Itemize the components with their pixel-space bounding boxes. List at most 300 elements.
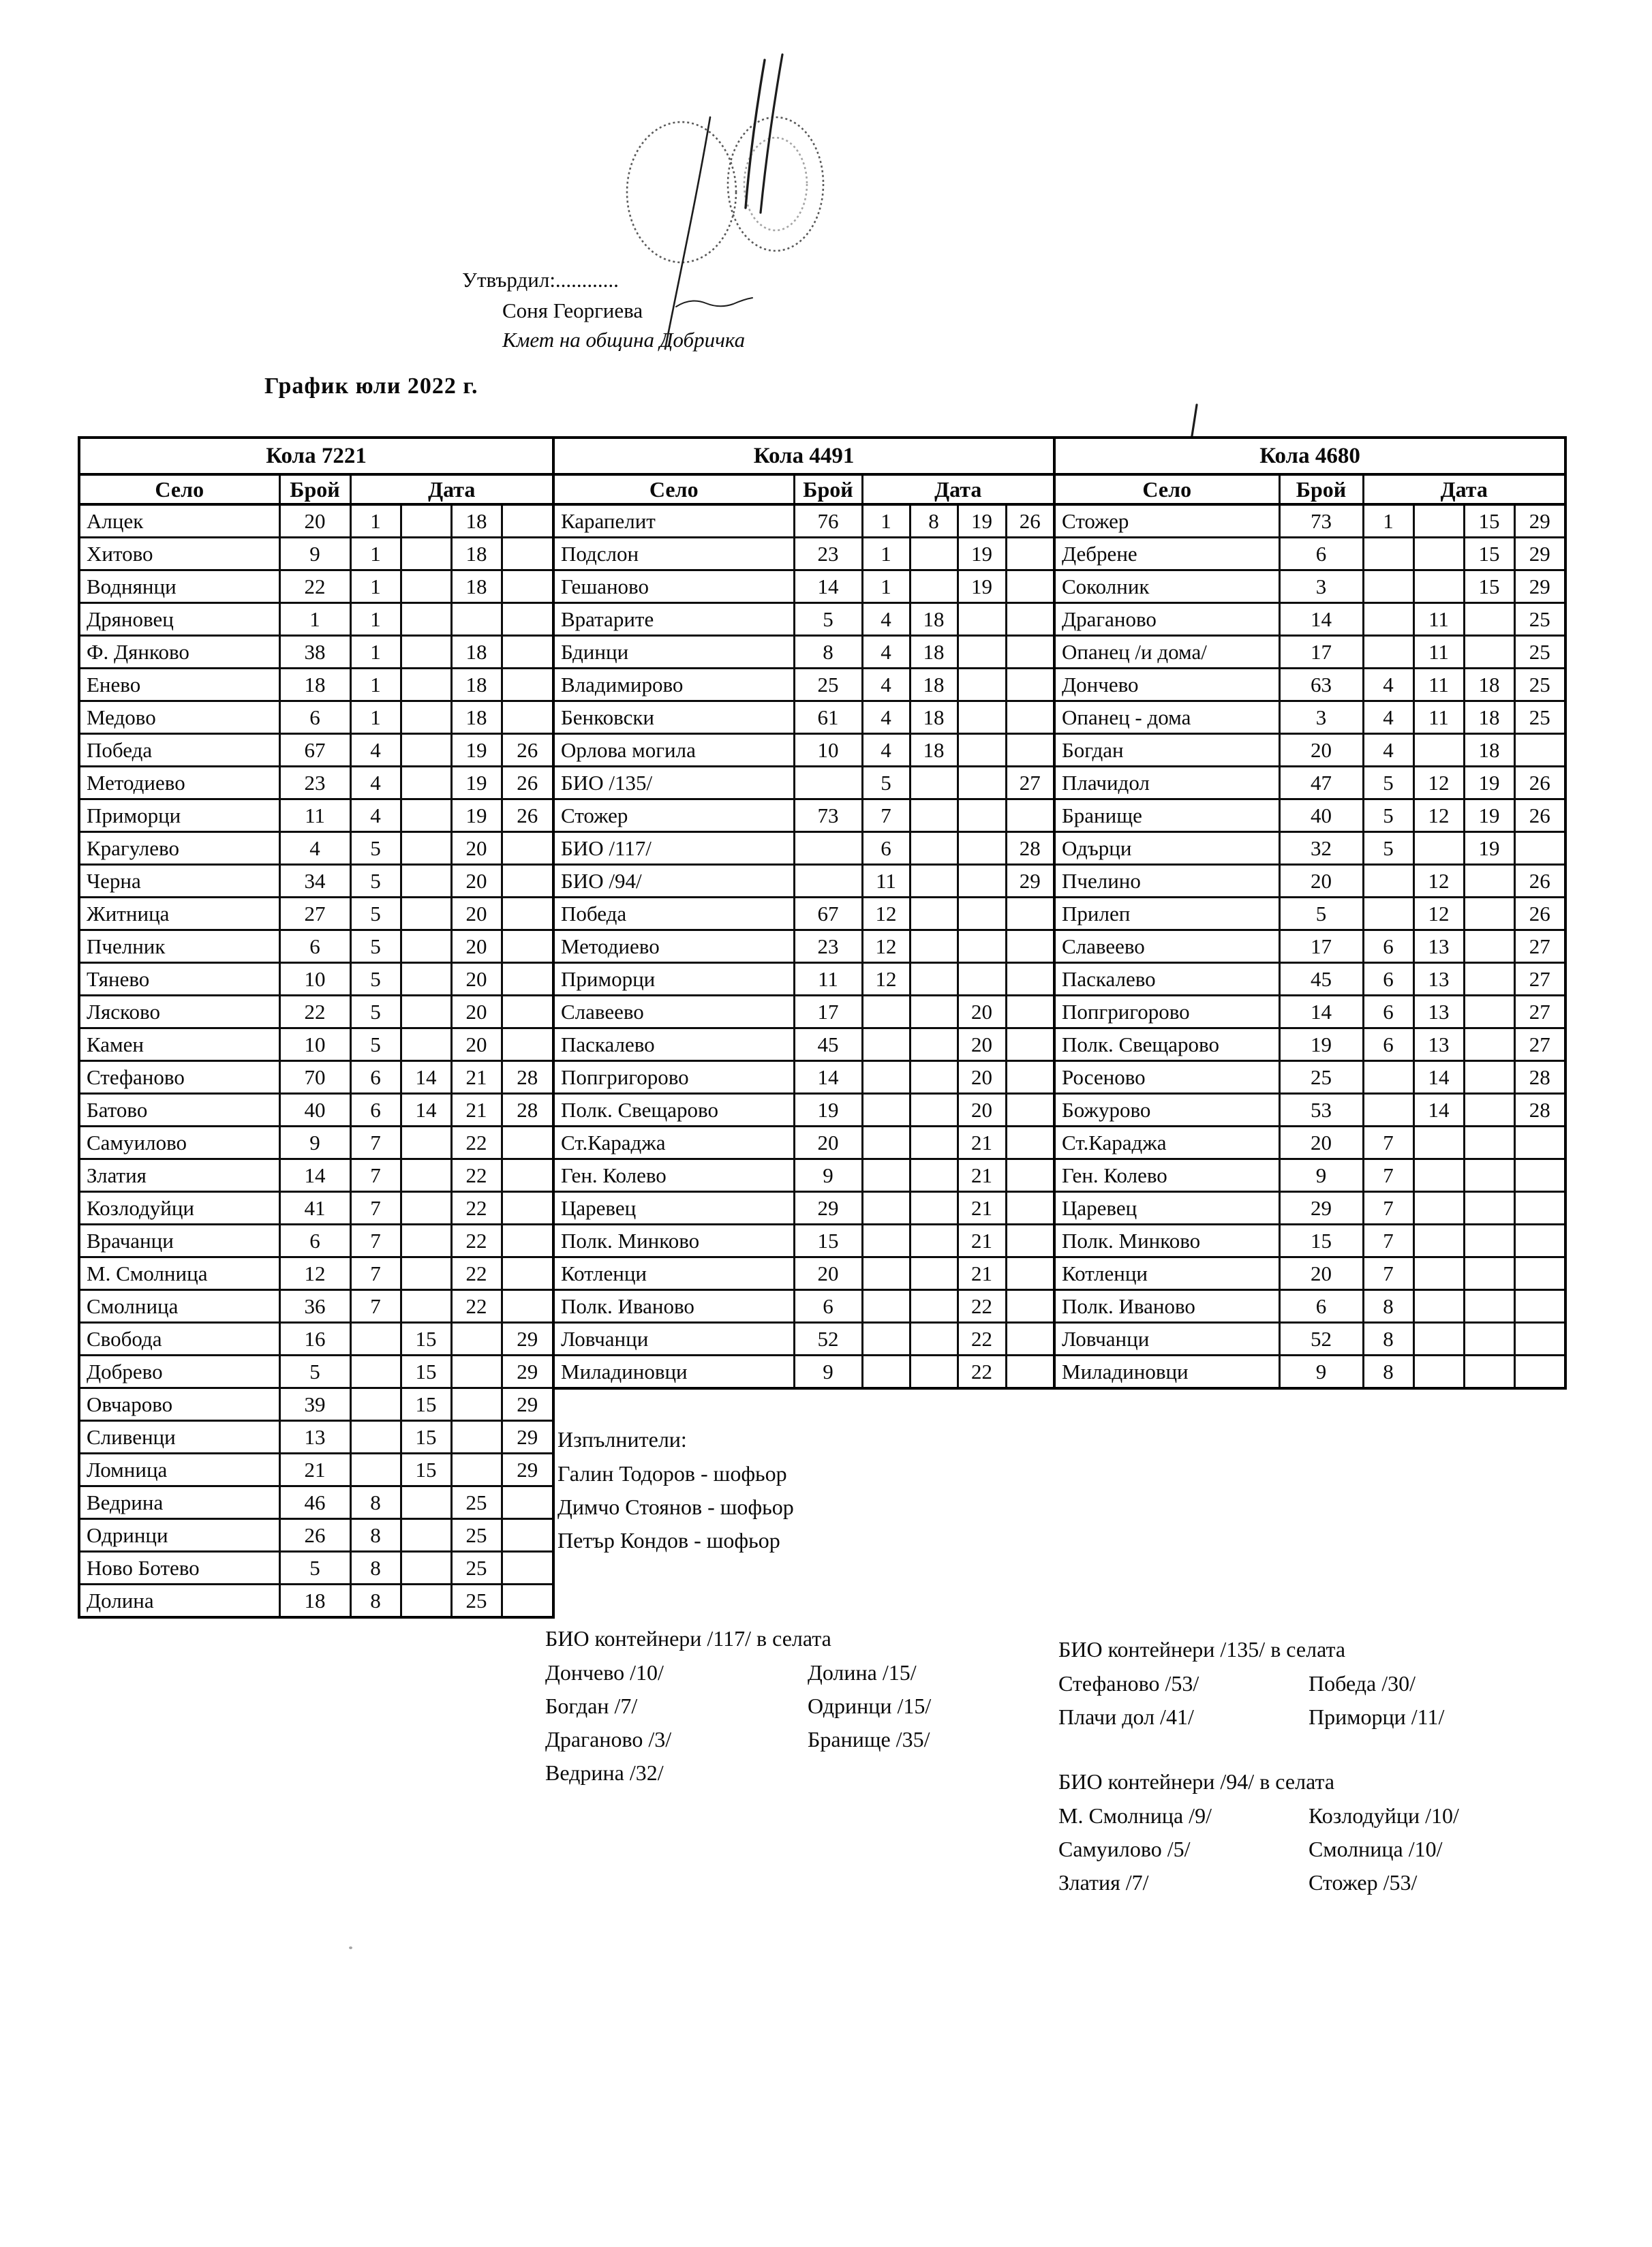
cell-count: 3 xyxy=(1279,701,1363,734)
cell-date: 26 xyxy=(1006,504,1054,538)
cell-date xyxy=(502,898,553,930)
cell-date: 25 xyxy=(1514,669,1565,701)
cell-date xyxy=(862,1323,910,1356)
cell-count: 29 xyxy=(1279,1192,1363,1225)
cell-count: 17 xyxy=(794,996,862,1028)
cell-date xyxy=(958,963,1006,996)
cell-date: 7 xyxy=(1363,1225,1413,1257)
cell-count: 53 xyxy=(1279,1094,1363,1127)
cell-date xyxy=(958,603,1006,636)
cell-date: 19 xyxy=(451,734,502,767)
bio-col1 xyxy=(545,1656,808,1790)
cell-date: 13 xyxy=(1413,1028,1464,1061)
cell-date xyxy=(1413,1290,1464,1323)
cell-date: 15 xyxy=(1464,504,1514,538)
cell-count: 13 xyxy=(279,1421,350,1454)
cell-count: 26 xyxy=(279,1519,350,1552)
cell-date: 18 xyxy=(451,669,502,701)
cell-date: 19 xyxy=(958,570,1006,603)
cell-date xyxy=(1464,1061,1514,1094)
cell-date xyxy=(910,1094,958,1127)
cell-village: Полк. Минково xyxy=(1054,1225,1279,1257)
cell-date: 18 xyxy=(1464,669,1514,701)
cell-date: 18 xyxy=(451,538,502,570)
cell-count: 45 xyxy=(1279,963,1363,996)
cell-date: 22 xyxy=(451,1290,502,1323)
table-row xyxy=(553,1028,1054,1061)
cell-village: Пчелник xyxy=(79,930,279,963)
page-title: График юли 2022 г. xyxy=(264,373,478,399)
cell-date: 7 xyxy=(350,1192,401,1225)
bio-item: Стефаново /53/ xyxy=(1058,1671,1199,1696)
cell-date xyxy=(1464,1323,1514,1356)
cell-village: Алцек xyxy=(79,504,279,538)
cell-date xyxy=(1006,799,1054,832)
bio-item: Козлодуйци /10/ xyxy=(1309,1803,1459,1828)
cell-date: 28 xyxy=(1514,1094,1565,1127)
cell-count: 36 xyxy=(279,1290,350,1323)
cell-date: 7 xyxy=(350,1257,401,1290)
cell-date: 4 xyxy=(862,669,910,701)
cell-count: 9 xyxy=(1279,1159,1363,1192)
cell-date: 29 xyxy=(1514,570,1565,603)
bio-title: БИО контейнери /117/ в селата xyxy=(545,1626,831,1651)
table-row xyxy=(1054,1290,1565,1323)
col-date: Дата xyxy=(862,474,1054,504)
cell-date xyxy=(958,930,1006,963)
executors-heading: Изпълнители: xyxy=(557,1427,687,1452)
cell-date xyxy=(401,799,451,832)
cell-date xyxy=(1413,1127,1464,1159)
cell-count: 9 xyxy=(279,1127,350,1159)
cell-date: 21 xyxy=(958,1225,1006,1257)
bio-item: Златия /7/ xyxy=(1058,1870,1149,1895)
cell-village: Драганово xyxy=(1054,603,1279,636)
cell-date xyxy=(1464,930,1514,963)
cell-date xyxy=(401,603,451,636)
cell-date: 7 xyxy=(1363,1257,1413,1290)
cell-village: М. Смолница xyxy=(79,1257,279,1290)
cell-count: 5 xyxy=(279,1356,350,1388)
cell-count xyxy=(794,767,862,799)
cell-date: 1 xyxy=(350,636,401,669)
cell-date xyxy=(910,930,958,963)
table-row xyxy=(1054,636,1565,669)
cell-date: 8 xyxy=(910,504,958,538)
cell-date xyxy=(502,996,553,1028)
cell-count: 25 xyxy=(794,669,862,701)
cell-count: 76 xyxy=(794,504,862,538)
cell-date: 21 xyxy=(451,1094,502,1127)
approve-label: Утвърдил:............ xyxy=(462,268,619,292)
table-row xyxy=(79,1486,553,1519)
cell-date xyxy=(862,1257,910,1290)
col-date: Дата xyxy=(1363,474,1565,504)
cell-date xyxy=(401,996,451,1028)
cell-date xyxy=(502,865,553,898)
bio-title: БИО контейнери /94/ в селата xyxy=(1058,1769,1335,1794)
cell-date: 5 xyxy=(350,963,401,996)
cell-date: 19 xyxy=(958,504,1006,538)
cell-date: 13 xyxy=(1413,963,1464,996)
cell-village: Енево xyxy=(79,669,279,701)
cell-date xyxy=(401,1486,451,1519)
cell-count: 19 xyxy=(1279,1028,1363,1061)
table-row xyxy=(79,1323,553,1356)
cell-date xyxy=(1006,898,1054,930)
cell-date xyxy=(1464,1290,1514,1323)
cell-village: Сливенци xyxy=(79,1421,279,1454)
cell-village: Котленци xyxy=(1054,1257,1279,1290)
cell-date: 6 xyxy=(1363,1028,1413,1061)
cell-village: Одърци xyxy=(1054,832,1279,865)
cell-date: 11 xyxy=(1413,701,1464,734)
cell-date: 4 xyxy=(350,767,401,799)
cell-date: 5 xyxy=(350,996,401,1028)
cell-date: 20 xyxy=(451,930,502,963)
cell-count: 19 xyxy=(794,1094,862,1127)
cell-date: 15 xyxy=(401,1388,451,1421)
cell-village: Карапелит xyxy=(553,504,794,538)
cell-date xyxy=(401,1028,451,1061)
cell-date xyxy=(1363,570,1413,603)
table-row xyxy=(1054,1257,1565,1290)
bio-col1 xyxy=(1058,1667,1309,1734)
cell-date: 20 xyxy=(958,1094,1006,1127)
cell-village: Ново Ботево xyxy=(79,1552,279,1585)
cell-date xyxy=(1006,1028,1054,1061)
table-row xyxy=(1054,767,1565,799)
cell-village: Тянево xyxy=(79,963,279,996)
table-row xyxy=(79,963,553,996)
cell-date xyxy=(1413,832,1464,865)
cell-village: Смолница xyxy=(79,1290,279,1323)
round-stamp-icon xyxy=(627,117,823,262)
cell-date: 28 xyxy=(1006,832,1054,865)
cell-date xyxy=(502,1028,553,1061)
cell-village: Полк. Минково xyxy=(553,1225,794,1257)
cell-date xyxy=(401,669,451,701)
cell-village: Стожер xyxy=(553,799,794,832)
cell-date: 11 xyxy=(862,865,910,898)
cell-date: 12 xyxy=(862,930,910,963)
cell-count: 5 xyxy=(279,1552,350,1585)
cell-date xyxy=(1413,734,1464,767)
cell-village: Ведрина xyxy=(79,1486,279,1519)
table-row xyxy=(553,1192,1054,1225)
cell-village: Полк. Иваново xyxy=(553,1290,794,1323)
cell-village: Котленци xyxy=(553,1257,794,1290)
cell-village: Дряновец xyxy=(79,603,279,636)
col-count: Брой xyxy=(1279,474,1363,504)
column-header-row xyxy=(553,474,1054,504)
cell-count: 63 xyxy=(1279,669,1363,701)
schedule-table-4680 xyxy=(1053,436,1567,1390)
table-row xyxy=(1054,1127,1565,1159)
cell-date xyxy=(910,865,958,898)
cell-village: Ломница xyxy=(79,1454,279,1486)
table-row xyxy=(553,963,1054,996)
cell-date xyxy=(1006,734,1054,767)
cell-date: 18 xyxy=(451,570,502,603)
cell-count: 14 xyxy=(794,570,862,603)
cell-count: 1 xyxy=(279,603,350,636)
column-header-row xyxy=(1054,474,1565,504)
table-row xyxy=(79,1356,553,1388)
cell-count: 11 xyxy=(279,799,350,832)
cell-village: Камен xyxy=(79,1028,279,1061)
cell-village: Полк. Свещарово xyxy=(553,1094,794,1127)
table-row xyxy=(79,799,553,832)
cell-count: 39 xyxy=(279,1388,350,1421)
cell-date: 1 xyxy=(1363,504,1413,538)
cell-count: 52 xyxy=(1279,1323,1363,1356)
cell-village: Батово xyxy=(79,1094,279,1127)
table-row xyxy=(79,865,553,898)
cell-date xyxy=(958,898,1006,930)
cell-date xyxy=(350,1323,401,1356)
cell-date: 18 xyxy=(451,701,502,734)
cell-count: 6 xyxy=(794,1290,862,1323)
cell-village: Хитово xyxy=(79,538,279,570)
cell-date xyxy=(1514,1257,1565,1290)
cell-date xyxy=(1514,1127,1565,1159)
cell-date xyxy=(1464,1159,1514,1192)
cell-date xyxy=(862,996,910,1028)
cell-date xyxy=(1006,701,1054,734)
table-row xyxy=(553,1127,1054,1159)
cell-date xyxy=(910,1225,958,1257)
cell-date xyxy=(401,701,451,734)
cell-count: 52 xyxy=(794,1323,862,1356)
table-row xyxy=(1054,1094,1565,1127)
cell-village: Приморци xyxy=(553,963,794,996)
cell-date xyxy=(1413,1192,1464,1225)
table-row xyxy=(553,799,1054,832)
cell-date xyxy=(502,1225,553,1257)
cell-date: 19 xyxy=(451,767,502,799)
cell-count: 21 xyxy=(279,1454,350,1486)
cell-date xyxy=(401,963,451,996)
cell-date: 20 xyxy=(958,1061,1006,1094)
cell-date: 22 xyxy=(958,1290,1006,1323)
table-row xyxy=(553,669,1054,701)
col-village: Село xyxy=(1054,474,1279,504)
cell-date xyxy=(502,701,553,734)
table-row xyxy=(1054,1061,1565,1094)
cell-village: Дебрене xyxy=(1054,538,1279,570)
cell-date: 29 xyxy=(502,1388,553,1421)
cell-date xyxy=(1006,1225,1054,1257)
cell-date xyxy=(1464,963,1514,996)
table-row xyxy=(553,1061,1054,1094)
cell-count: 46 xyxy=(279,1486,350,1519)
cell-date xyxy=(502,1192,553,1225)
bio-item: Дончево /10/ xyxy=(545,1660,664,1685)
cell-date xyxy=(401,1290,451,1323)
cell-date: 5 xyxy=(1363,832,1413,865)
bio-item: Бранище /35/ xyxy=(808,1727,930,1752)
cell-date: 15 xyxy=(1464,570,1514,603)
cell-date xyxy=(1413,1225,1464,1257)
cell-date: 20 xyxy=(451,898,502,930)
cell-date xyxy=(958,799,1006,832)
cell-date xyxy=(401,865,451,898)
cell-date: 12 xyxy=(862,898,910,930)
car-label: Кола 4680 xyxy=(1054,438,1565,474)
cell-date: 18 xyxy=(451,636,502,669)
cell-date xyxy=(1464,1094,1514,1127)
cell-village: Царевец xyxy=(1054,1192,1279,1225)
cell-village: Стожер xyxy=(1054,504,1279,538)
cell-date: 1 xyxy=(350,669,401,701)
cell-date xyxy=(401,767,451,799)
cell-date: 13 xyxy=(1413,930,1464,963)
cell-date xyxy=(1464,1356,1514,1389)
cell-date: 8 xyxy=(1363,1356,1413,1389)
table-row xyxy=(553,1356,1054,1389)
cell-date: 14 xyxy=(401,1061,451,1094)
cell-date xyxy=(502,963,553,996)
car-label: Кола 7221 xyxy=(79,438,553,474)
cell-date: 29 xyxy=(502,1323,553,1356)
cell-date xyxy=(1006,538,1054,570)
cell-village: Ген. Колево xyxy=(553,1159,794,1192)
table-row xyxy=(79,1061,553,1094)
table-row xyxy=(79,1552,553,1585)
cell-date: 4 xyxy=(350,734,401,767)
cell-date xyxy=(1006,1061,1054,1094)
cell-date: 5 xyxy=(350,898,401,930)
cell-date xyxy=(1464,1028,1514,1061)
bio-section-94 xyxy=(1058,1765,1459,1899)
cell-date xyxy=(1413,1159,1464,1192)
cell-date: 4 xyxy=(1363,701,1413,734)
cell-village: Попгригорово xyxy=(1054,996,1279,1028)
cell-date xyxy=(1006,669,1054,701)
cell-date: 6 xyxy=(862,832,910,865)
cell-date: 18 xyxy=(1464,734,1514,767)
cell-village: Гешаново xyxy=(553,570,794,603)
cell-date: 5 xyxy=(350,1028,401,1061)
cell-date: 21 xyxy=(958,1159,1006,1192)
cell-date: 21 xyxy=(451,1061,502,1094)
table-row xyxy=(553,636,1054,669)
table-row xyxy=(1054,799,1565,832)
table-row xyxy=(1054,538,1565,570)
cell-date xyxy=(1006,1192,1054,1225)
cell-village: Миладиновци xyxy=(1054,1356,1279,1389)
cell-date xyxy=(910,1127,958,1159)
cell-date: 29 xyxy=(1006,865,1054,898)
cell-count: 14 xyxy=(1279,996,1363,1028)
cell-date xyxy=(1464,603,1514,636)
cell-village: Добрево xyxy=(79,1356,279,1388)
cell-date: 19 xyxy=(1464,767,1514,799)
cell-village: Славеево xyxy=(1054,930,1279,963)
cell-date: 5 xyxy=(1363,799,1413,832)
cell-date: 13 xyxy=(1413,996,1464,1028)
cell-count: 9 xyxy=(279,538,350,570)
cell-date xyxy=(910,1323,958,1356)
table-row xyxy=(1054,832,1565,865)
cell-count: 18 xyxy=(279,669,350,701)
cell-village: Подслон xyxy=(553,538,794,570)
cell-date: 15 xyxy=(401,1454,451,1486)
cell-date xyxy=(401,1552,451,1585)
cell-village: Дончево xyxy=(1054,669,1279,701)
cell-date: 25 xyxy=(451,1552,502,1585)
cell-date xyxy=(910,1159,958,1192)
cell-village: Крагулево xyxy=(79,832,279,865)
cell-date xyxy=(401,832,451,865)
table-row xyxy=(1054,930,1565,963)
col-village: Село xyxy=(553,474,794,504)
cell-count: 41 xyxy=(279,1192,350,1225)
cell-village: Долина xyxy=(79,1585,279,1618)
cell-village: Ген. Колево xyxy=(1054,1159,1279,1192)
column-header-row xyxy=(79,474,553,504)
cell-date: 18 xyxy=(451,504,502,538)
cell-date: 26 xyxy=(502,767,553,799)
cell-date: 29 xyxy=(502,1454,553,1486)
cell-date xyxy=(502,1127,553,1159)
cell-count: 10 xyxy=(794,734,862,767)
cell-date: 6 xyxy=(350,1094,401,1127)
table-row xyxy=(79,1454,553,1486)
cell-date xyxy=(1514,1290,1565,1323)
cell-count: 6 xyxy=(279,701,350,734)
cell-date xyxy=(1514,1159,1565,1192)
cell-count: 10 xyxy=(279,963,350,996)
cell-date: 20 xyxy=(958,1028,1006,1061)
bio-item: Богдан /7/ xyxy=(545,1694,638,1718)
cell-date xyxy=(401,930,451,963)
cell-date: 29 xyxy=(502,1421,553,1454)
cell-count: 5 xyxy=(1279,898,1363,930)
cell-date xyxy=(1464,1225,1514,1257)
cell-date: 12 xyxy=(1413,865,1464,898)
cell-date xyxy=(1514,1356,1565,1389)
cell-date xyxy=(401,1192,451,1225)
table-row xyxy=(1054,603,1565,636)
cell-date: 6 xyxy=(350,1061,401,1094)
cell-date: 6 xyxy=(1363,930,1413,963)
table-row xyxy=(553,504,1054,538)
cell-count: 20 xyxy=(1279,865,1363,898)
cell-village: Самуилово xyxy=(79,1127,279,1159)
table-row xyxy=(553,1257,1054,1290)
bio-item: Долина /15/ xyxy=(808,1660,917,1685)
cell-date: 20 xyxy=(958,996,1006,1028)
table-row xyxy=(553,865,1054,898)
cell-count: 18 xyxy=(279,1585,350,1618)
table-row xyxy=(1054,963,1565,996)
cell-count: 73 xyxy=(794,799,862,832)
cell-date xyxy=(401,1159,451,1192)
cell-date: 22 xyxy=(451,1159,502,1192)
table-row xyxy=(79,504,553,538)
cell-count: 45 xyxy=(794,1028,862,1061)
bio-section-117 xyxy=(545,1622,931,1790)
cell-date xyxy=(862,1094,910,1127)
cell-date: 26 xyxy=(1514,865,1565,898)
cell-village: Воднянци xyxy=(79,570,279,603)
cell-date: 22 xyxy=(958,1323,1006,1356)
cell-village: Царевец xyxy=(553,1192,794,1225)
cell-village: Опанец - дома xyxy=(1054,701,1279,734)
cell-date: 15 xyxy=(1464,538,1514,570)
